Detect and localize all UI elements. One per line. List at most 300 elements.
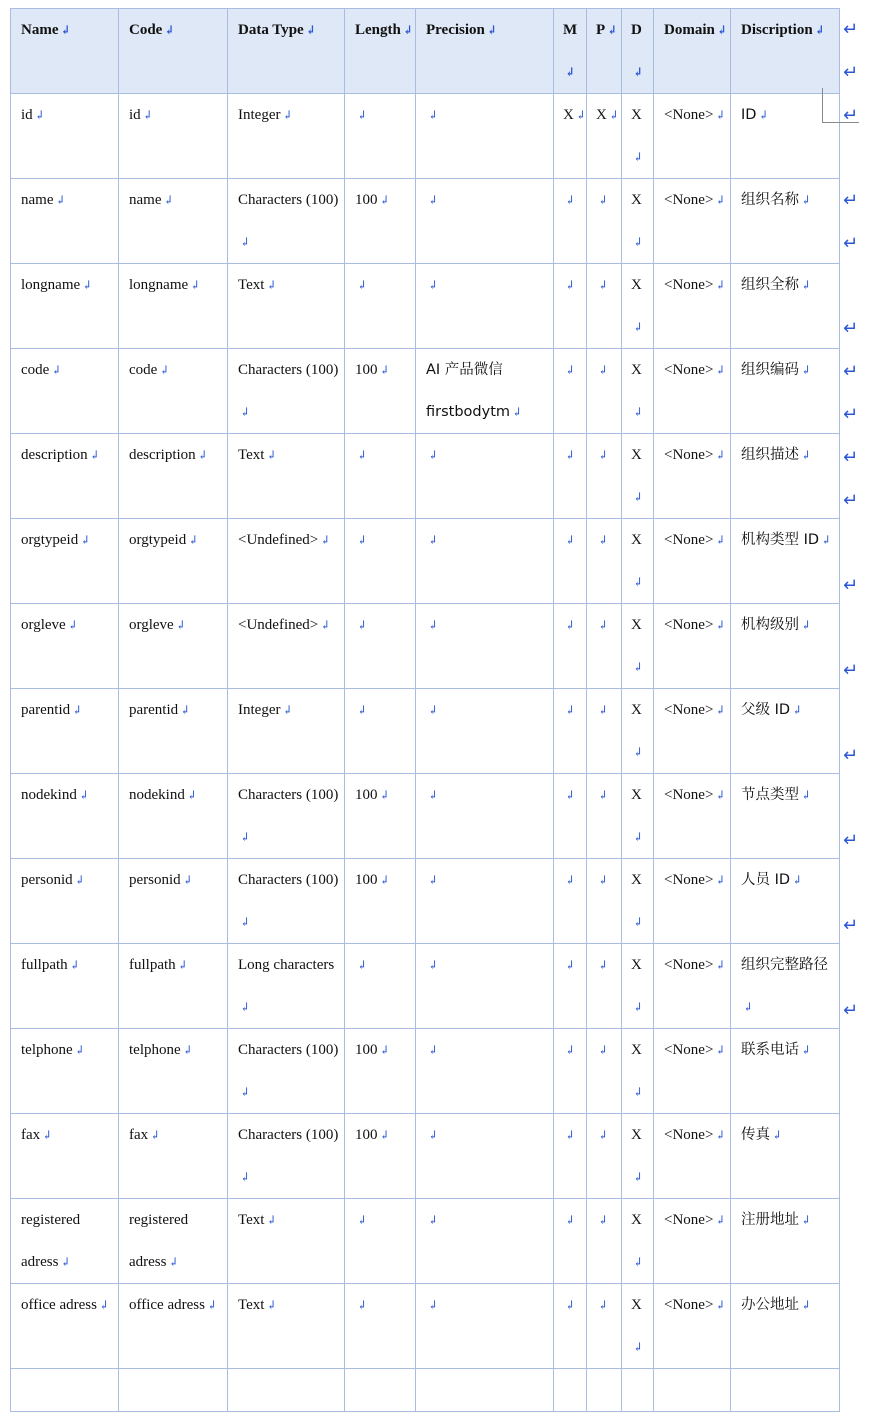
cell-end-mark: ↲ [633,150,644,164]
cell-end-mark: ↲ [428,1298,439,1312]
header-length: Length ↲ [345,9,416,94]
cell-domain [654,689,731,774]
cell-end-mark: ↲ [633,1340,644,1354]
cell-name [11,1029,119,1114]
cell-description [731,519,840,604]
cell-end-mark: ↲ [320,618,331,632]
cell-text: Text [238,1212,265,1228]
cell-end-mark: ↲ [715,533,726,547]
cell-code [119,1029,228,1114]
cell-text: Characters (100) [238,192,339,208]
cell-text: 组织完整路径 [741,957,828,973]
cell-precision [416,1029,554,1114]
cell-p [587,1114,622,1199]
cell-end-mark: ↲ [758,108,769,122]
cell-m [554,519,587,604]
cell-text: office adress [21,1297,97,1313]
cell-end-mark: ↲ [159,363,170,377]
cell-text: telphone [129,1042,181,1058]
cell-text: registered adress [129,1212,189,1270]
cell-p [587,94,622,179]
cell-end-mark: ↲ [633,1170,644,1184]
cell-text: Characters (100) [238,787,339,803]
cell-name [11,859,119,944]
cell-description [731,1029,840,1114]
cell-text: <None> [664,1297,714,1313]
cell-text: 组织描述 [741,447,799,463]
cell-end-mark: ↲ [633,235,644,249]
cell-text: <None> [664,107,714,123]
cell-domain [654,519,731,604]
cell-d [622,1284,654,1369]
cell-text: 100 [355,362,378,378]
cell-data-type [228,179,345,264]
cell-end-mark: ↲ [633,320,644,334]
cell-end-mark: ↲ [78,788,89,802]
table-row [11,1199,840,1284]
table-row [11,774,840,859]
cell-end-mark: ↲ [633,65,644,79]
cell-end-mark: ↲ [357,618,368,632]
cell-end-mark: ↲ [598,618,609,632]
cell-text: Characters (100) [238,1127,339,1143]
row-end-mark: ↵ [843,403,859,425]
cell-end-mark: ↲ [357,703,368,717]
cell-text: <None> [664,532,714,548]
row-end-mark: ↵ [843,232,859,254]
cell-end-mark: ↲ [89,448,100,462]
cell-end-mark: ↲ [801,1213,812,1227]
table-row [11,944,840,1029]
cell-data-type [228,1199,345,1284]
table-row [11,94,840,179]
cell-text: 联系电话 [741,1042,799,1058]
cell-d [622,179,654,264]
header-name: Name ↲ [11,9,119,94]
cell-end-mark: ↲ [51,363,62,377]
cell-text: Characters (100) [238,362,339,378]
cell-end-mark: ↲ [197,448,208,462]
cell-end-mark: ↲ [598,1128,609,1142]
cell-code [119,349,228,434]
header-row [11,9,840,94]
cell-end-mark: ↲ [633,1000,644,1014]
cell-domain [654,1284,731,1369]
cell-end-mark: ↲ [69,958,80,972]
cell-end-mark: ↲ [240,830,251,844]
row-end-mark: ↵ [843,489,859,511]
cell-text: X [631,277,642,293]
cell-end-mark: ↲ [633,660,644,674]
cell-text: Characters (100) [238,1042,339,1058]
row-end-mark: ↵ [843,61,859,83]
cell-end-mark: ↲ [608,108,619,122]
cell-end-mark: ↲ [565,65,576,79]
cell-precision [416,94,554,179]
cell-domain [654,604,731,689]
cell-end-mark: ↲ [320,533,331,547]
cell-data-type [228,774,345,859]
cell-end-mark: ↲ [565,278,576,292]
cell-text: Characters (100) [238,872,339,888]
cell-p [587,1199,622,1284]
cell-end-mark: ↲ [772,1128,783,1142]
cell-end-mark: ↲ [598,363,609,377]
cell-length [345,1114,416,1199]
cell-text: nodekind [21,787,77,803]
cell-text: longname [129,277,189,293]
cell-d [622,774,654,859]
row-end-mark: ↵ [843,104,859,126]
cell-end-mark: ↲ [240,235,251,249]
cell-code [119,944,228,1029]
cell-length [345,604,416,689]
cell-end-mark: ↲ [266,1213,277,1227]
cell-end-mark: ↲ [715,703,726,717]
cell-length [345,944,416,1029]
table-row [11,179,840,264]
cell-precision [416,519,554,604]
cell-end-mark: ↲ [801,618,812,632]
cell-end-mark: ↲ [428,1213,439,1227]
cell-end-mark: ↲ [801,278,812,292]
cell-text: ID [741,107,757,123]
cell-text: <None> [664,362,714,378]
cell-code [119,179,228,264]
cell-m [554,774,587,859]
cell-end-mark: ↲ [163,193,174,207]
cell-code [119,1284,228,1369]
cell-end-mark: ↲ [598,703,609,717]
cell-end-mark: ↲ [715,618,726,632]
cell-end-mark: ↲ [633,575,644,589]
cell-end-mark: ↲ [428,1128,439,1142]
cell-length [345,264,416,349]
cell-text: 组织编码 [741,362,799,378]
table-row [11,1369,840,1412]
cell-text: Integer [238,107,281,123]
cell-code [119,264,228,349]
table-body [11,94,840,1412]
cell-end-mark: ↲ [206,1298,217,1312]
cell-text: X [631,107,642,123]
cell-end-mark: ↲ [188,533,199,547]
cell-description [731,689,840,774]
cell-precision [416,179,554,264]
cell-end-mark: ↲ [402,23,413,37]
cell-text: 100 [355,192,378,208]
header-domain: Domain ↲ [654,9,731,94]
cell-text: X [631,447,642,463]
table-row [11,859,840,944]
cell-text: 机构类型 ID [741,532,820,548]
cell-end-mark: ↲ [240,1000,251,1014]
cell-end-mark: ↲ [715,278,726,292]
cell-precision [416,1199,554,1284]
cell-text: description [129,447,196,463]
table-row [11,519,840,604]
cell-precision [416,689,554,774]
cell-d [622,264,654,349]
cell-p [587,774,622,859]
cell-data-type [228,944,345,1029]
cell-text: X [631,362,642,378]
cell-length [345,689,416,774]
row-end-mark: ↵ [843,18,859,40]
cell-data-type [228,689,345,774]
cell-end-mark: ↲ [67,618,78,632]
cell-code [119,689,228,774]
cell-text: <None> [664,192,714,208]
cell-text: Text [238,447,265,463]
cell-text: personid [21,872,73,888]
cell-length [345,519,416,604]
cell-text: X [631,1042,642,1058]
cell-end-mark: ↲ [177,958,188,972]
cell-text: id [21,107,33,123]
row-end-mark: ↵ [843,317,859,339]
cell-text: nodekind [129,787,185,803]
cell-end-mark: ↲ [715,788,726,802]
cell-name [11,774,119,859]
cell-text: 组织全称 [741,277,799,293]
cell-precision [416,604,554,689]
cell-end-mark: ↲ [428,278,439,292]
cell-length [345,94,416,179]
cell-d [622,944,654,1029]
cell-text: name [129,192,162,208]
cell-text: orgtypeid [21,532,79,548]
cell-end-mark: ↲ [428,533,439,547]
cell-d [622,519,654,604]
cell-data-type [228,1114,345,1199]
cell-description [731,349,840,434]
cell-description [731,434,840,519]
cell-end-mark: ↲ [715,448,726,462]
cell-p [587,604,622,689]
cell-data-type [228,1284,345,1369]
cell-end-mark: ↲ [801,1043,812,1057]
cell-end-mark: ↲ [55,193,66,207]
cell-text: <None> [664,787,714,803]
cell-m [554,944,587,1029]
table-row [11,434,840,519]
cell-text: office adress [129,1297,205,1313]
cell-end-mark: ↲ [565,363,576,377]
cell-name [11,1284,119,1369]
cell-name [11,264,119,349]
cell-end-mark: ↲ [792,703,803,717]
cell-end-mark: ↲ [357,108,368,122]
cell-end-mark: ↲ [282,703,293,717]
cell-m [554,604,587,689]
header-precision: Precision ↲ [416,9,554,94]
cell-end-mark: ↲ [715,1043,726,1057]
cell-end-mark: ↲ [565,448,576,462]
cell-end-mark: ↲ [715,108,726,122]
cell-end-mark: ↲ [357,448,368,462]
cell-description [731,179,840,264]
cell-end-mark: ↲ [357,958,368,972]
cell-p [587,519,622,604]
row-end-mark: ↵ [843,744,859,766]
cell-end-mark: ↲ [428,1043,439,1057]
cell-text: fullpath [129,957,176,973]
cell-text: <None> [664,617,714,633]
cell-end-mark: ↲ [633,490,644,504]
cell-text: <None> [664,1042,714,1058]
cell-end-mark: ↲ [72,703,83,717]
cell-end-mark: ↲ [716,23,727,37]
cell-end-mark: ↲ [82,278,93,292]
cell-code [119,94,228,179]
cell-m [554,859,587,944]
cell-name [11,1369,119,1412]
cell-data-type [228,94,345,179]
cell-text: 人员 ID [741,872,791,888]
cell-length [345,1029,416,1114]
cell-end-mark: ↲ [565,618,576,632]
cell-data-type [228,519,345,604]
cell-code [119,1199,228,1284]
cell-data-type [228,604,345,689]
cell-end-mark: ↲ [743,1000,754,1014]
cell-d [622,689,654,774]
cell-length [345,1369,416,1412]
cell-end-mark: ↲ [240,1170,251,1184]
cell-end-mark: ↲ [565,1298,576,1312]
cell-length [345,179,416,264]
cell-text: X [631,532,642,548]
cell-text: X [631,787,642,803]
cell-text: Text [238,277,265,293]
cell-name [11,349,119,434]
cell-text: <Undefined> [238,532,319,548]
cell-length [345,859,416,944]
table-row [11,1114,840,1199]
header-d: D↲ [622,9,654,94]
cell-precision [416,1284,554,1369]
cell-description [731,1199,840,1284]
cell-m [554,264,587,349]
cell-end-mark: ↲ [266,448,277,462]
cell-p [587,689,622,774]
cell-end-mark: ↲ [565,1213,576,1227]
cell-precision [416,264,554,349]
cell-domain [654,1114,731,1199]
cell-end-mark: ↲ [175,618,186,632]
cell-end-mark: ↲ [633,745,644,759]
cell-p [587,1284,622,1369]
cell-name [11,689,119,774]
cell-end-mark: ↲ [266,1298,277,1312]
cell-text: parentid [129,702,179,718]
cell-end-mark: ↲ [428,703,439,717]
cell-end-mark: ↲ [565,873,576,887]
cell-end-mark: ↲ [715,1128,726,1142]
cell-text: 机构级别 [741,617,799,633]
cell-d [622,1199,654,1284]
cell-text: 组织名称 [741,192,799,208]
cell-data-type [228,434,345,519]
cell-data-type [228,1029,345,1114]
cell-text: Integer [238,702,281,718]
cell-text: X [631,702,642,718]
cell-end-mark: ↲ [168,1255,179,1269]
cell-end-mark: ↲ [428,448,439,462]
cell-code [119,604,228,689]
cell-end-mark: ↲ [598,1298,609,1312]
cell-p [587,1369,622,1412]
table-row [11,689,840,774]
cell-name [11,944,119,1029]
cell-text: <None> [664,702,714,718]
cell-end-mark: ↲ [607,23,618,37]
cell-p [587,434,622,519]
cell-end-mark: ↲ [486,23,497,37]
table-row [11,1284,840,1369]
row-end-mark: ↵ [843,659,859,681]
cell-domain [654,94,731,179]
cell-text: description [21,447,88,463]
cell-text: X [631,1212,642,1228]
cell-end-mark: ↲ [598,448,609,462]
cell-text: X [631,957,642,973]
cell-end-mark: ↲ [60,1255,71,1269]
cell-length [345,1199,416,1284]
cell-length [345,349,416,434]
cell-end-mark: ↲ [428,788,439,802]
cell-text: telphone [21,1042,73,1058]
cell-end-mark: ↲ [182,1043,193,1057]
cell-text: orgleve [129,617,174,633]
cell-end-mark: ↲ [379,363,390,377]
cell-length [345,774,416,859]
row-end-mark: ↵ [843,360,859,382]
cell-text: fax [129,1127,149,1143]
header-p: P ↲ [587,9,622,94]
cell-d [622,1114,654,1199]
cell-end-mark: ↲ [598,533,609,547]
cell-description [731,774,840,859]
cell-text: personid [129,872,181,888]
cell-p [587,349,622,434]
cell-end-mark: ↲ [565,788,576,802]
cell-end-mark: ↲ [379,1043,390,1057]
cell-end-mark: ↲ [34,108,45,122]
cell-m [554,1369,587,1412]
cell-m [554,94,587,179]
cell-precision [416,1369,554,1412]
cell-end-mark: ↲ [240,405,251,419]
cell-code [119,1114,228,1199]
cell-text: 节点类型 [741,787,799,803]
cell-d [622,1369,654,1412]
cell-end-mark: ↲ [565,703,576,717]
cell-end-mark: ↲ [42,1128,53,1142]
cell-text: Text [238,1297,265,1313]
cell-end-mark: ↲ [633,405,644,419]
cell-domain [654,179,731,264]
cell-description [731,604,840,689]
cell-end-mark: ↲ [512,405,523,419]
cell-end-mark: ↲ [357,1298,368,1312]
cell-end-mark: ↲ [565,958,576,972]
table-row [11,604,840,689]
cell-end-mark: ↲ [598,193,609,207]
cell-end-mark: ↲ [565,193,576,207]
cell-d [622,604,654,689]
